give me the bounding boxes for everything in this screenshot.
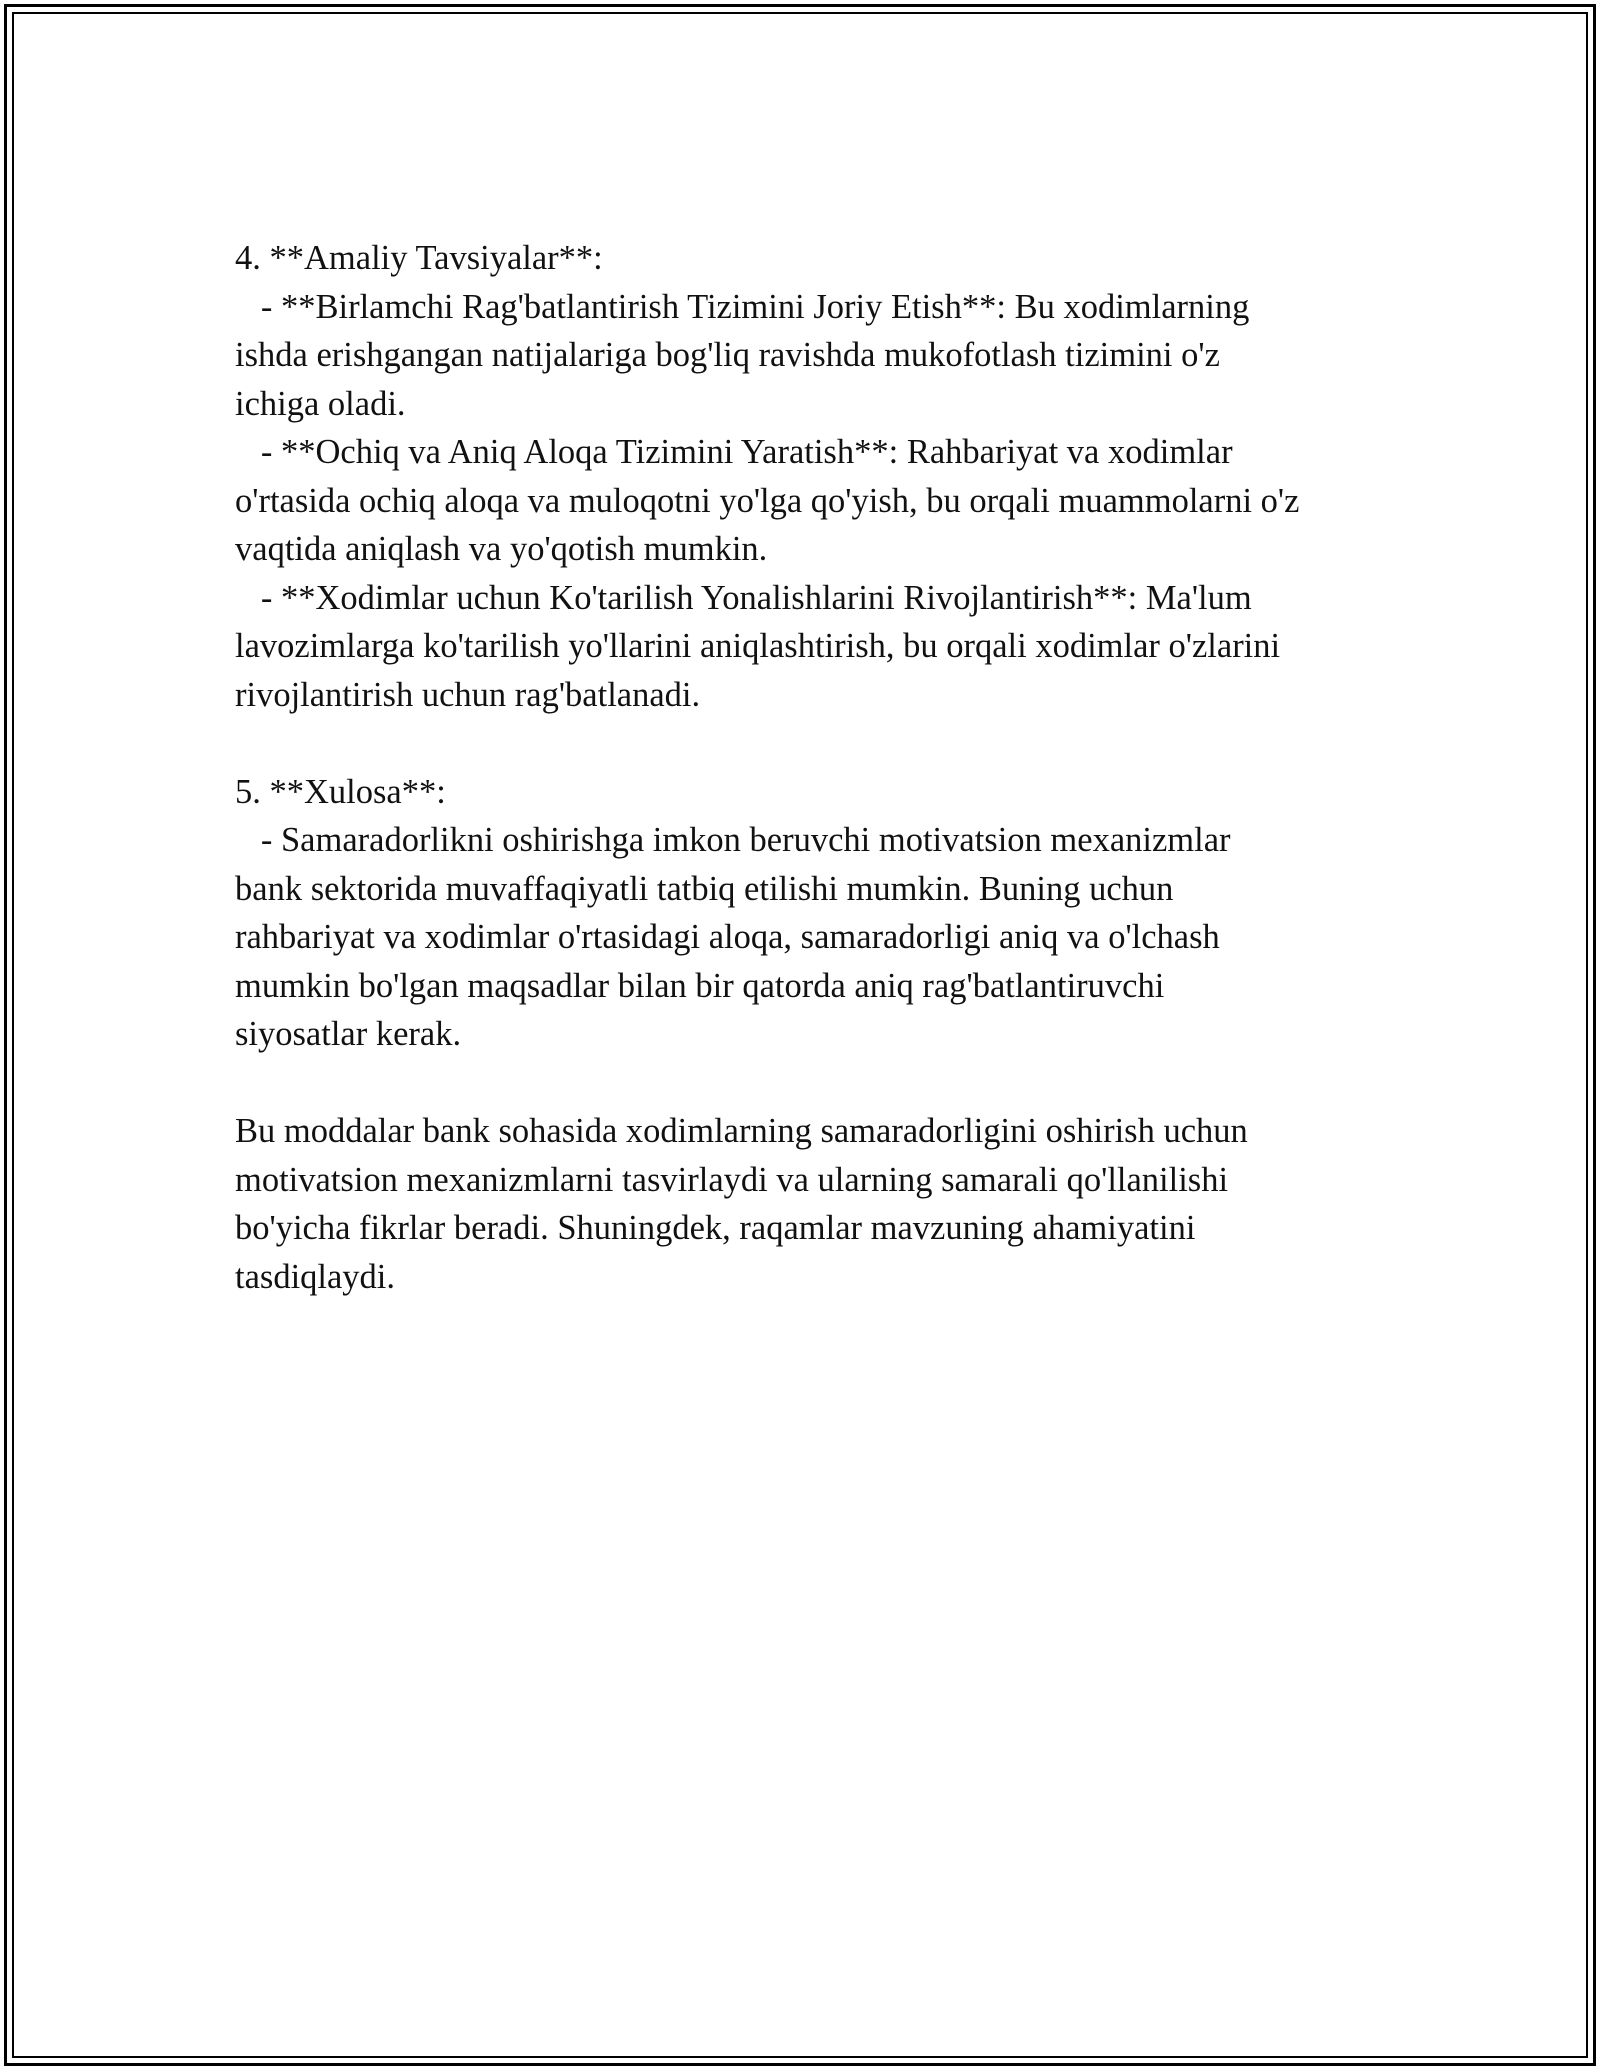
document-body	[235, 234, 1395, 1301]
text-line: motivatsion mexanizmlarni tasvirlaydi va ularning samarali qo'llanilishi	[235, 1160, 1229, 1199]
text-line: Bu moddalar bank sohasida xodimlarning samaradorligini oshirish uchun	[235, 1112, 1248, 1150]
text-line: - **Birlamchi Rag'batlantirish Tizimini Joriy Etish**: Bu xodimlarning	[235, 287, 1250, 326]
text-line: rahbariyat va xodimlar o'rtasidagi aloqa, samaradorligi aniq va o'lchash	[235, 918, 1220, 956]
text-line: rivojlantirish uchun rag'batlanadi.	[235, 675, 701, 714]
section-heading-recommendations: 4. **Amaliy Tavsiyalar**:	[235, 239, 603, 277]
text-line: mumkin bo'lgan maqsadlar bilan bir qatorda aniq rag'batlantiruvchi	[235, 966, 1165, 1005]
text-line: bo'yicha fikrlar beradi. Shuningdek, raqamlar mavzuning ahamiyatini	[235, 1209, 1196, 1247]
text-line: - Samaradorlikni oshirishga imkon beruvchi motivatsion mexanizmlar	[235, 821, 1231, 859]
text-line: bank sektorida muvaffaqiyatli tatbiq etilishi mumkin. Buning uchun	[235, 869, 1174, 908]
paragraph-spacer	[235, 719, 1395, 768]
text-line: o'rtasida ochiq aloqa va muloqotni yo'lga qo'yish, bu orqali muammolarni o'z	[235, 481, 1300, 520]
text-line: siyosatlar kerak.	[235, 1015, 462, 1053]
paragraph-spacer	[235, 1059, 1395, 1108]
text-line: ichiga oladi.	[235, 384, 406, 423]
text-line: - **Xodimlar uchun Ko'tarilish Yonalishlarini Rivojlantirish**: Ma'lum	[235, 578, 1252, 617]
section-heading-conclusion: 5. **Xulosa**:	[235, 772, 446, 811]
text-line: vaqtida aniqlash va yo'qotish mumkin.	[235, 530, 768, 568]
text-line: tasdiqlaydi.	[235, 1257, 396, 1296]
text-line: - **Ochiq va Aniq Aloqa Tizimini Yaratish**: Rahbariyat va xodimlar	[235, 433, 1233, 471]
text-line: ishda erishgangan natijalariga bog'liq ravishda mukofotlash tizimini o'z	[235, 336, 1220, 374]
text-line: lavozimlarga ko'tarilish yo'llarini aniqlashtirish, bu orqali xodimlar o'zlarini	[235, 627, 1281, 665]
